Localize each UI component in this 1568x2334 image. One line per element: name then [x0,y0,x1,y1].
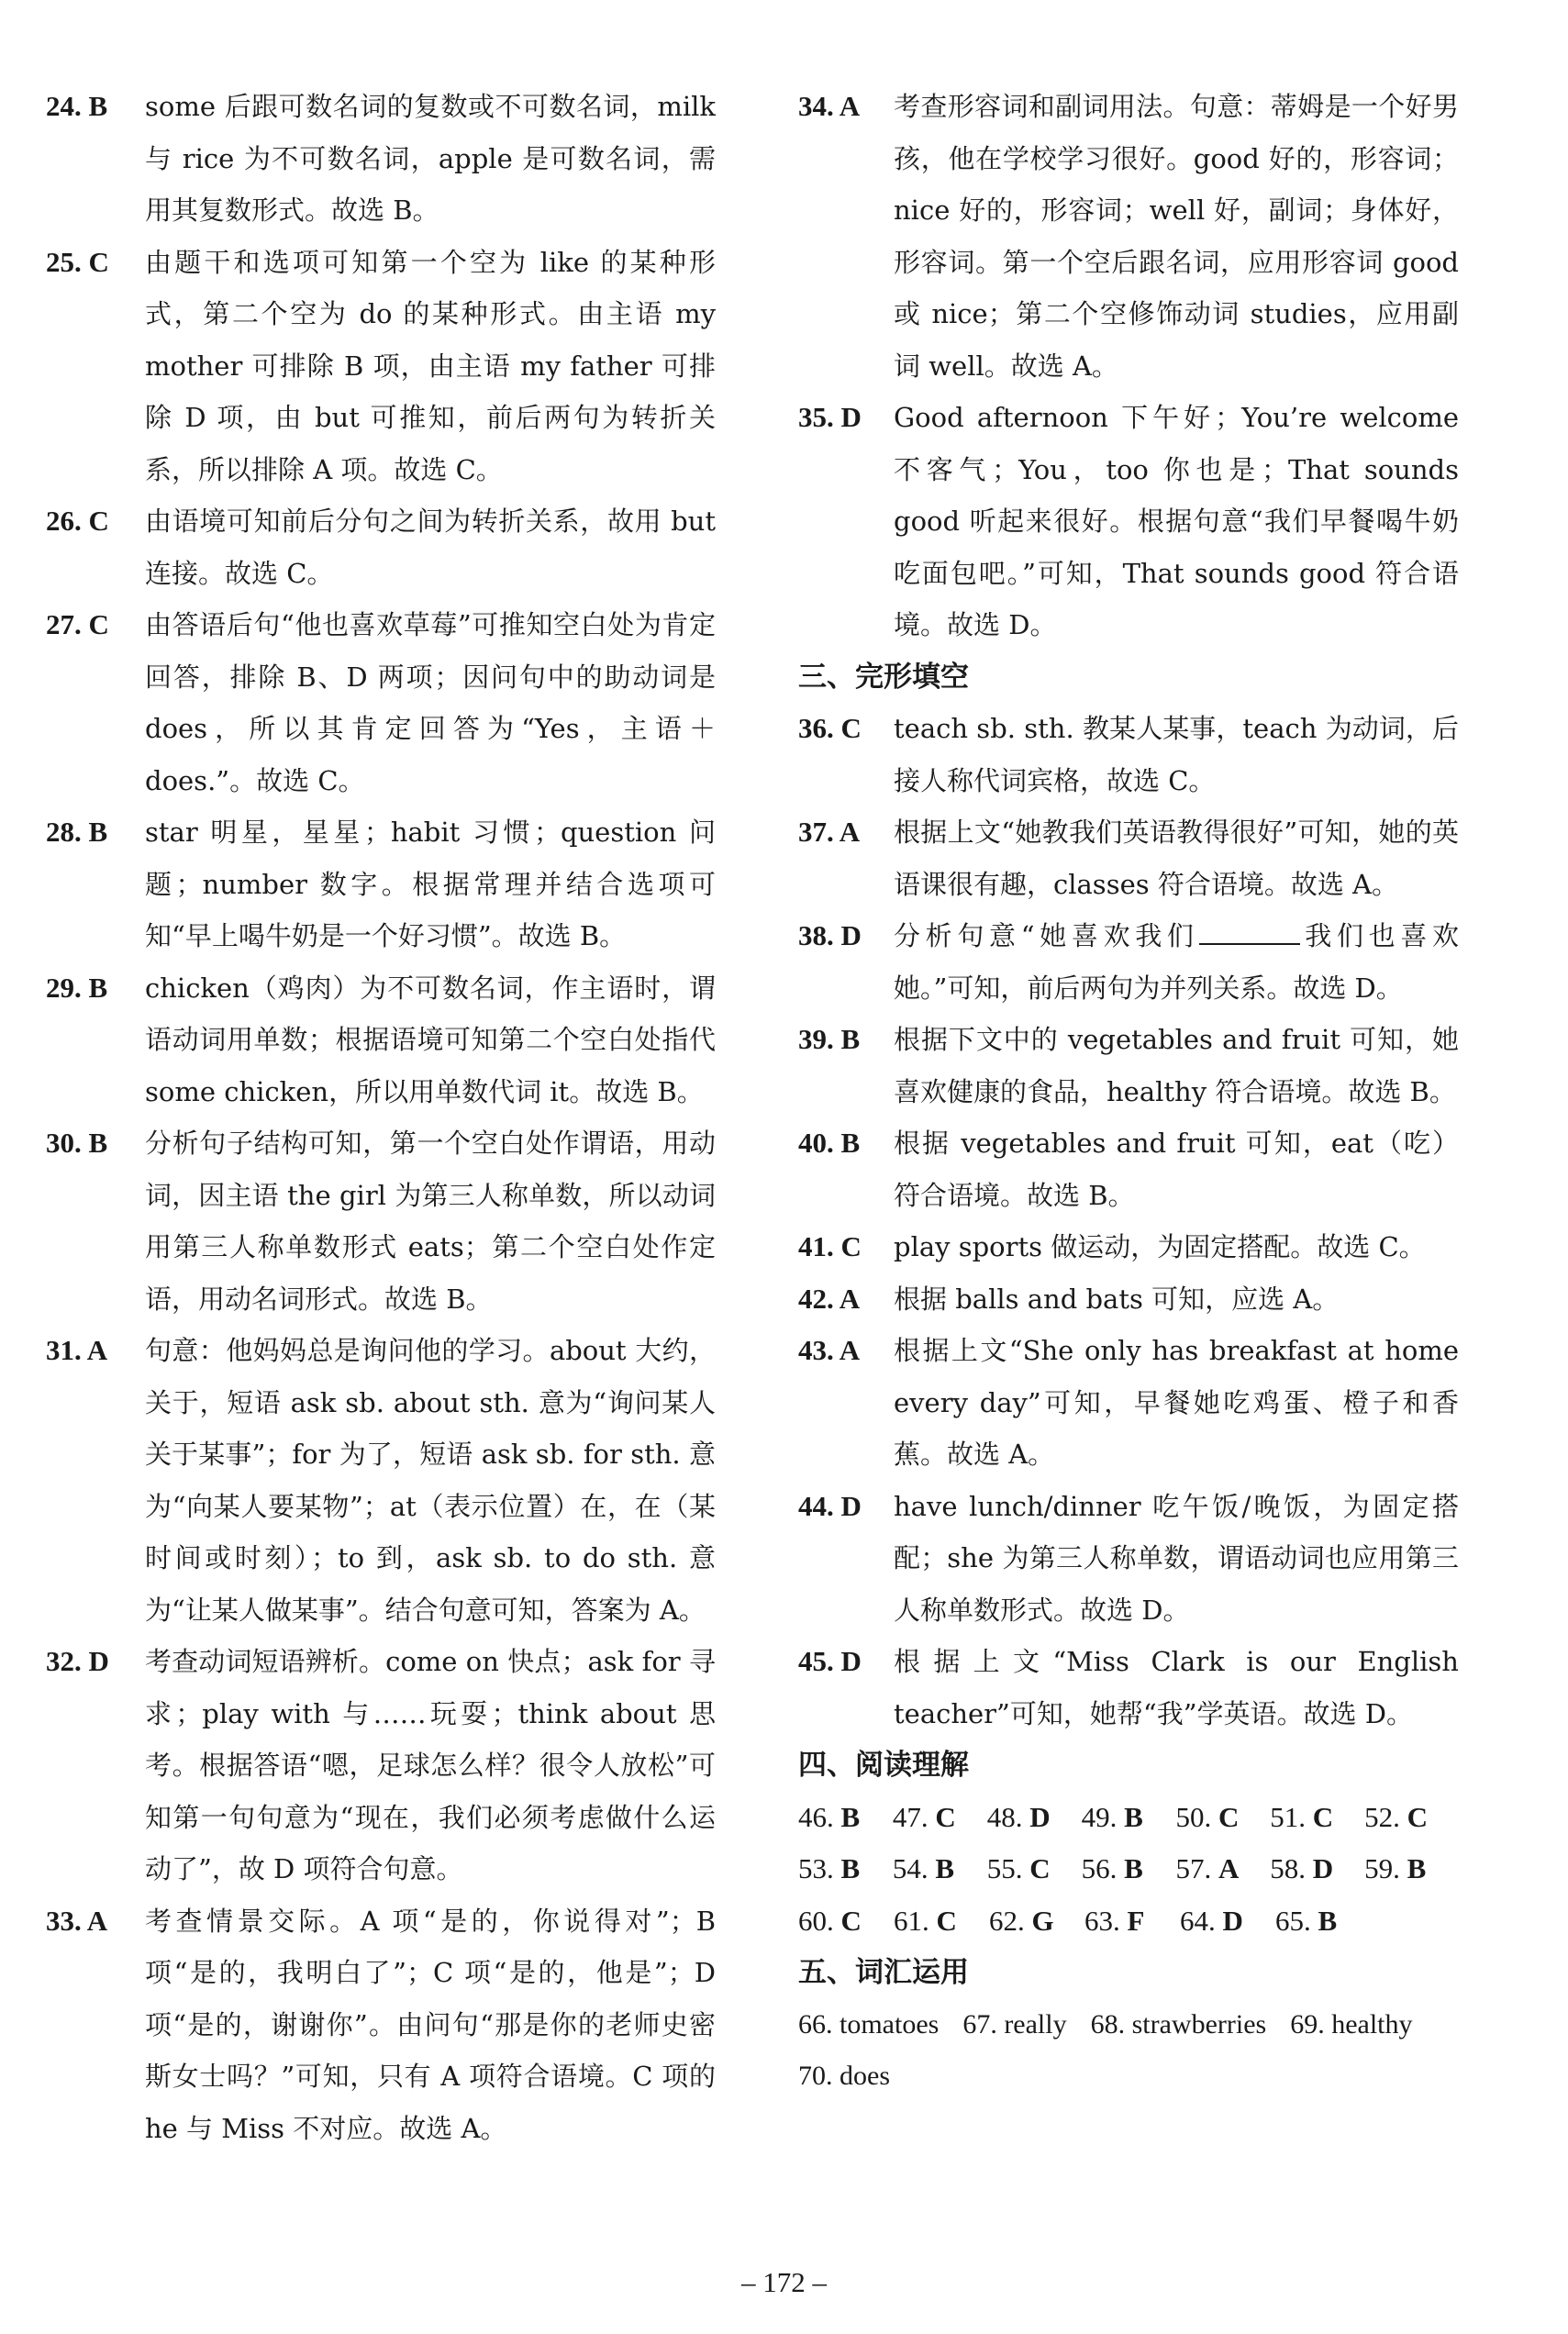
answer-explanation: 由语境可知前后分句之间为转折关系，故用 but 连接。故选 C。 [145,506,716,589]
reading-answer [1084,1895,1180,1948]
answer-explanation: 由答语后句“他也喜欢草莓”可推知空白处为肯定回答，排除 B、D 两项；因问句中的助动词是 does，所以其肯定回答为“Yes，主语＋does.”。故选 C。 [145,609,716,796]
answer-number: 30. B [46,1127,108,1159]
vocabulary-answer-row [798,1999,1459,2051]
answer-letter: C [936,1904,957,1937]
question-number: 53. [798,1852,834,1884]
question-number: 52. [1364,1800,1400,1833]
question-number: 58. [1270,1852,1307,1884]
vocabulary-answers [798,1999,1459,2103]
answer-explanation: 由题干和选项可知第一个空为 like 的某种形式，第二个空为 do 的某种形式。由主语 my mother 可排除 B 项，由主语 my father 可排除 D 项，由 but 可推知，前后两句为转折关系，所以排除 A 项。故选 C。 [145,246,716,485]
reading-answer [1270,1792,1364,1844]
answer-explanation: some 后跟可数名词的复数或不可数名词，milk 与 rice 为不可数名词，apple 是可数名词，需用其复数形式。故选 B。 [145,91,716,226]
answer-letter: A [1218,1852,1240,1884]
section-title-cloze: 三、完形填空 [798,660,969,694]
answer-number: 25. C [46,245,109,278]
answer-number: 27. C [46,608,109,640]
answer-explanation: 根据上文“She only has breakfast at home every day”可知，早餐她吃鸡蛋、橙子和香蕉。故选 A。 [894,1335,1459,1470]
answer-entry [798,1481,1459,1637]
question-number: 61. [894,1904,929,1937]
answer-letter: G [1031,1904,1054,1937]
answer-entry [798,1117,1459,1221]
answer-letter: C [1407,1800,1429,1833]
question-number: 46. [798,1800,834,1833]
answer-explanation: star 明星，星星；habit 习惯；question 问题；number 数字。根据常理并结合选项可知“早上喝牛奶是一个好习惯”。故选 B。 [145,817,716,951]
answer-group-39-45 [798,1014,1459,1739]
answer-explanation: teach sb. sth. 教某人某事，teach 为动词，后接人称代词宾格，故选 C。 [894,713,1459,796]
answer-number: 39. B [798,1023,861,1055]
reading-answer [894,1895,989,1948]
reading-answer [893,1843,987,1895]
answer-entry [798,1014,1459,1117]
vocabulary-answer: 66. tomatoes [798,2008,940,2039]
vocabulary-answer-row [798,2051,1459,2103]
answer-explanation: 根据上文“她教我们英语教得很好”可知，她的英语课很有趣，classes 符合语境。故选 A。 [894,817,1459,900]
answer-number: 33. A [46,1904,108,1937]
answer-entry [46,962,716,1118]
reading-answer [1180,1895,1275,1948]
answer-entry [798,703,1459,806]
answer-letter: B [935,1852,955,1884]
reading-answer-row [798,1843,1459,1895]
answer-letter: C [840,1904,862,1937]
answer-group-36-37 [798,703,1459,910]
reading-answer-row [798,1895,1459,1948]
answer-number: 44. D [798,1489,862,1522]
answer-number: 42. A [798,1282,861,1315]
question-number: 65. [1275,1904,1311,1937]
question-number: 54. [892,1852,929,1884]
answer-letter: B [1124,1852,1143,1884]
reading-answer [1175,1843,1270,1895]
answer-entry [46,237,716,496]
answer-number: 40. B [798,1127,861,1159]
vocabulary-answer: 70. does [798,2061,890,2091]
reading-answer [1082,1792,1176,1844]
question-number: 49. [1081,1800,1118,1833]
answer-entry [46,495,716,599]
question-number: 57. [1175,1852,1212,1884]
answer-letter: C [1029,1852,1051,1884]
answer-letter: F [1127,1904,1145,1937]
answer-explanation: 根据 vegetables and fruit 可知，eat（吃）符合语境。故选 B。 [894,1128,1459,1211]
fill-blank [1199,917,1300,945]
answer-number: 24. B [46,90,108,122]
reading-answer [1364,1843,1459,1895]
question-number: 51. [1270,1800,1307,1833]
question-number: 63. [1084,1904,1120,1937]
left-column [46,81,716,2154]
answer-explanation: have lunch/dinner 吃午饭/晚饭，为固定搭配；she 为第三人称单数，谓语动词也应用第三人称单数形式。故选 D。 [894,1490,1459,1626]
answer-entry [46,599,716,806]
answer-explanation [894,910,1459,1014]
reading-answer [893,1792,987,1844]
answer-letter: D [1222,1904,1243,1937]
answer-entry [46,1325,716,1636]
answer-number: 34. A [798,90,861,122]
reading-answer [798,1843,893,1895]
vocabulary-answer: 69. healthy [1290,2008,1413,2039]
answer-explanation: 句意：他妈妈总是询问他的学习。about 大约，关于，短语 ask sb. about sth. 意为“询问某人关于某事”；for 为了，短语 ask sb. for sth. 意为“向某人要某物”；at（表示位置）在，在（某时间或时刻）；to 到，ask sb. to do sth. 意为“让某人做某事”。结合句意可知，答案为 A。 [145,1335,716,1626]
answer-group-34-35 [798,81,1459,651]
answer-number: 41. C [798,1230,862,1262]
reading-answer [989,1895,1084,1948]
answer-explanation: 考查形容词和副词用法。句意：蒂姆是一个好男孩，他在学校学习很好。good 好的，形容词；nice 好的，形容词；well 好，副词；身体好，形容词。第一个空后跟名词，应用形容词 good 或 nice；第二个空修饰动词 studies，应用副词 well。故选 A。 [894,91,1459,382]
answer-number: 28. B [46,816,108,848]
answer-explanation: chicken（鸡肉）为不可数名词，作主语时，谓语动词用单数；根据语境可知第二个空白处指代 some chicken，所以用单数代词 it。故选 B。 [145,972,716,1107]
section-title-reading: 四、阅读理解 [798,1749,969,1782]
vocabulary-answer: 68. strawberries [1090,2008,1267,2039]
answer-entry [798,81,1459,392]
answer-explanation: 根据下文中的 vegetables and fruit 可知，她喜欢健康的食品，healthy 符合语境。故选 B。 [894,1024,1459,1107]
answer-entry [46,1117,716,1325]
question-number: 59. [1364,1852,1400,1884]
answer-entry [798,1273,1459,1326]
answer-letter: B [1407,1852,1427,1884]
answer-entry [798,392,1459,651]
section-title-vocabulary: 五、词汇运用 [798,1956,969,1989]
question-number: 47. [892,1800,929,1833]
question-number: 55. [986,1852,1023,1884]
page-number: – 172 – [741,2266,827,2298]
reading-answer [987,1843,1082,1895]
reading-answer [1175,1792,1270,1844]
answer-entry [798,1221,1459,1273]
reading-answer-row [798,1792,1459,1844]
answer-entry [46,1895,716,2155]
answer-explanation: 根据 balls and bats 可知，应选 A。 [894,1283,1340,1315]
vocabulary-answer: 67. really [962,2008,1067,2039]
answer-letter: C [935,1800,956,1833]
answer-explanation: Good afternoon 下午好；You’re welcome 不客气；You，too 你也是；That sounds good 听起来很好。根据句意“我们早餐喝牛奶吃面包吧。”可知，That sounds good 符合语境。故选 D。 [894,402,1459,640]
reading-answer [987,1792,1082,1844]
answer-entry [46,81,716,237]
question-number: 48. [986,1800,1023,1833]
answer-number: 43. A [798,1334,861,1366]
answer-number: 29. B [46,971,108,1004]
reading-answers [798,1792,1459,1948]
answer-explanation: 考查动词短语辨析。come on 快点；ask for 寻求；play with 与……玩耍；think about 思考。根据答语“嗯，足球怎么样？很令人放松”可知第一句句意为“现在，我们必须考虑做什么运动了”，故 D 项符合句意。 [145,1646,716,1884]
reading-answer [1082,1843,1176,1895]
question-number: 64. [1180,1904,1216,1937]
answer-letter: B [840,1800,861,1833]
answer-entry-38 [798,910,1459,1014]
question-number: 60. [798,1904,834,1937]
reading-answer [798,1792,893,1844]
right-column [798,81,1459,2103]
reading-answer [798,1895,894,1948]
answer-number: 38. D [798,919,862,951]
reading-answer [1275,1895,1371,1948]
answer-entry [798,806,1459,910]
explanation-part: 我们也喜欢她。”可知，前后两句为并列关系。故选 D。 [894,920,1459,1004]
answer-number: 31. A [46,1334,108,1366]
reading-answer [1364,1792,1459,1844]
answer-entry [46,806,716,962]
answer-letter: B [840,1852,861,1884]
reading-answer [1270,1843,1364,1895]
answer-number: 26. C [46,505,109,537]
answer-number: 37. A [798,816,861,848]
answer-explanation: 考查情景交际。A 项“是的，你说得对”；B 项“是的，我明白了”；C 项“是的，他是”；D 项“是的，谢谢你”。由问句“那是你的老师史密斯女士吗？”可知，只有 A 项符合语境。C 项的 he 与 Miss 不对应。故选 A。 [145,1905,716,2144]
answer-explanation: play sports 做运动，为固定搭配。故选 C。 [894,1231,1426,1262]
answer-letter: B [1318,1904,1338,1937]
answer-letter: D [1029,1800,1051,1833]
answer-entry [798,1325,1459,1481]
answer-letter: D [1312,1852,1334,1884]
question-number: 62. [989,1904,1025,1937]
answer-letter: C [1218,1800,1240,1833]
explanation-part: 分析句意“她喜欢我们 [894,920,1199,951]
answer-letter: B [1124,1800,1143,1833]
answer-entry [46,1636,716,1895]
answer-number: 35. D [798,401,862,433]
answer-number: 32. D [46,1645,109,1677]
answer-entry [798,1636,1459,1739]
answer-letter: C [1312,1800,1334,1833]
question-number: 56. [1081,1852,1118,1884]
answer-number: 45. D [798,1645,862,1677]
answer-number: 36. C [798,712,862,744]
question-number: 50. [1175,1800,1212,1833]
answer-explanation: 根据上文“Miss Clark is our English teacher”可知，她帮“我”学英语。故选 D。 [894,1646,1459,1729]
answer-explanation: 分析句子结构可知，第一个空白处作谓语，用动词，因主语 the girl 为第三人称单数，所以动词用第三人称单数形式 eats；第二个空白处作定语，用动名词形式。故选 B。 [145,1128,716,1315]
